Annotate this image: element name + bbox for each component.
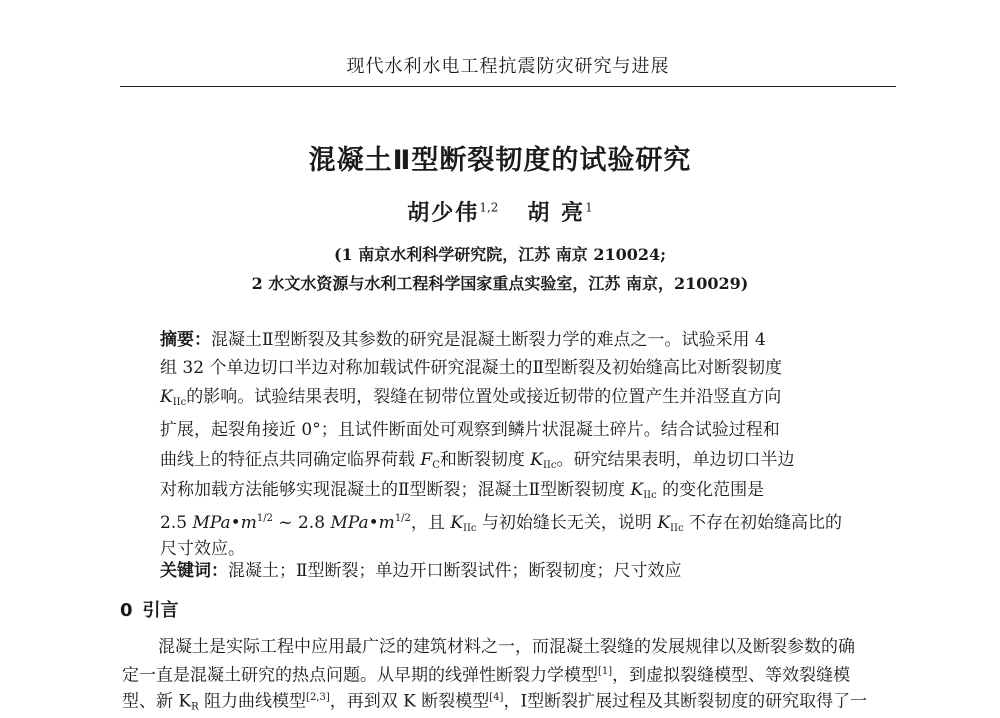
author-name: 胡少伟 <box>407 200 480 226</box>
symbol-k: K <box>657 513 671 533</box>
paper-title: 混凝土Ⅱ型断裂韧度的试验研究 <box>308 145 692 176</box>
author-affil-mark: 1,2 <box>479 200 499 215</box>
author-name: 胡 亮 <box>527 200 586 226</box>
abstract-line: $K_{IIc}$的影响。试验结果表明，裂缝在韧带位置处或接近韧带的位置产生并沿竖直方向 <box>160 387 782 408</box>
symbol-f: F <box>420 450 433 470</box>
symbol-k: K <box>630 480 644 500</box>
keywords-text: 混凝土；Ⅱ型断裂；单边开口断裂试件；断裂韧度；尺寸效应 <box>228 561 682 581</box>
abstract-line: 组 32 个单边切口半边对称加载试件研究混凝土的Ⅱ型断裂及初始缝高比对断裂韧度 <box>160 358 782 378</box>
keywords-line <box>160 561 880 581</box>
abstract-line: 曲线上的特征点共同确定临界荷载 $F_C$和断裂韧度 $K_{IIc}$。研究结果表明，单边切口半边 <box>160 450 795 471</box>
citation: [1] <box>598 666 613 677</box>
abstract-line: 2.5 $MPa•m^{1/2}$ ~ 2.8 $MPa•m^{1/2}$，且 $K_{IIc}$ 与初始缝长无关，说明 $K_{IIc}$ 不存在初始缝高比的 <box>160 513 842 534</box>
body-line: 型、新 $K_R$ 阻力曲线模型[2,3]，再到双 K 断裂模型[4]，Ⅰ型断裂扩展过程及其断裂韧度的研究取得了一 <box>122 691 868 713</box>
section-title: 引言 <box>142 600 179 621</box>
abstract-line: 对称加载方法能够实现混凝土的Ⅱ型断裂；混凝土Ⅱ型断裂韧度 $K_{IIc}$ 的变化范围是 <box>160 480 765 501</box>
author-line <box>0 196 1000 227</box>
symbol-k: K <box>530 450 543 470</box>
citation: [2,3] <box>306 692 330 703</box>
running-header <box>120 52 896 87</box>
symbol-k: K <box>450 513 464 533</box>
section-number: 0 <box>120 600 133 621</box>
abstract-line: 扩展，起裂角接近 0°；且试件断面处可观察到鳞片状混凝土碎片。结合试验过程和 <box>160 420 780 440</box>
affiliation-line: (1 南京水利科学研究院，江苏 南京 210024; <box>333 245 667 264</box>
section-heading <box>120 596 179 622</box>
keywords-label: 关键词： <box>160 561 228 581</box>
affiliation-line: 2 水文水资源与水利工程科学国家重点实验室，江苏 南京，210029) <box>251 274 749 293</box>
author-affil-mark: 1 <box>585 200 593 215</box>
abstract-line: 摘要：混凝土Ⅱ型断裂及其参数的研究是混凝土断裂力学的难点之一。试验采用 4 <box>160 330 766 350</box>
body-line: 混凝土是实际工程中应用最广泛的建筑材料之一，而混凝土裂缝的发展规律以及断裂参数的确 <box>158 637 855 657</box>
abstract-line: 尺寸效应。 <box>160 539 245 559</box>
abstract-label: 摘要： <box>160 330 211 350</box>
running-header-text: 现代水利水电工程抗震防灾研究与进展 <box>346 56 670 77</box>
citation: [4] <box>489 692 504 703</box>
body-line: 定一直是混凝土研究的热点问题。从早期的线弹性断裂力学模型[1]，到虚拟裂缝模型、等效裂缝模 <box>122 665 851 686</box>
symbol-k: K <box>160 387 173 407</box>
